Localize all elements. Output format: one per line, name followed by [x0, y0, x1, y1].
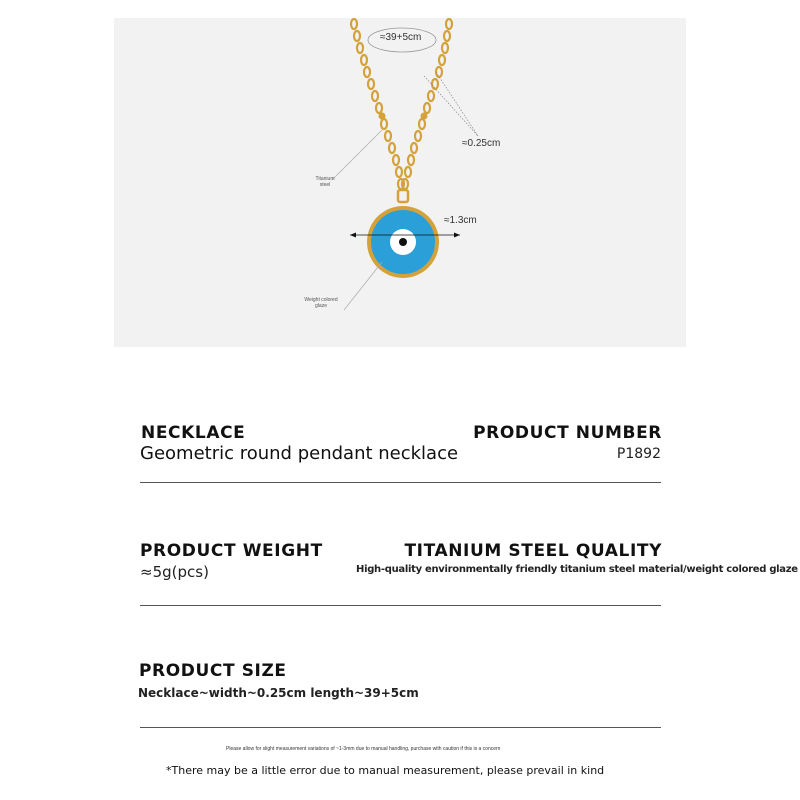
- chain-width-label: ≈0.25cm: [462, 138, 501, 149]
- necklace-name: Geometric round pendant necklace: [140, 443, 459, 464]
- material-label: Titanium steel: [315, 176, 335, 188]
- divider-1: [140, 482, 661, 483]
- product-number-heading: PRODUCT NUMBER: [473, 423, 662, 443]
- quality-value: High-quality environmentally friendly titanium steel material/weight colored glaze: [356, 564, 798, 575]
- measurement-footnote: *There may be a little error due to manual measurement, please prevail in kind: [166, 764, 605, 777]
- product-photo: [114, 18, 686, 347]
- product-size-value: Necklace~width~0.25cm length~39+5cm: [138, 686, 419, 700]
- product-size-heading: PRODUCT SIZE: [139, 661, 287, 681]
- quality-heading: TITANIUM STEEL QUALITY: [404, 541, 662, 561]
- divider-3: [140, 727, 661, 728]
- chain-length-label: ≈39+5cm: [380, 32, 422, 43]
- product-number-value: P1892: [616, 446, 661, 462]
- product-weight-heading: PRODUCT WEIGHT: [140, 541, 323, 561]
- glaze-label: Weight colored glaze: [304, 297, 338, 309]
- necklace-illustration: [114, 18, 686, 347]
- product-weight-value: ≈5g(pcs): [140, 563, 209, 581]
- measurement-disclaimer: Please allow for slight measurement variations of ~1-3mm due to manual handling, purchase with caution if this is a concern: [226, 746, 501, 752]
- necklace-heading: NECKLACE: [141, 423, 246, 443]
- pendant-diameter-label: ≈1.3cm: [444, 215, 477, 226]
- divider-2: [140, 605, 661, 606]
